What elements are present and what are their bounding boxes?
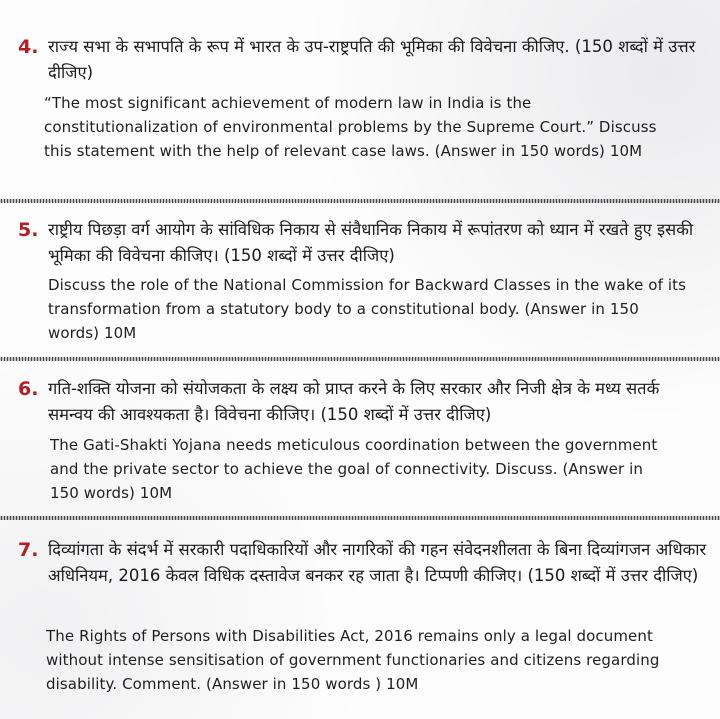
question-hindi-text: दिव्यांगता के संदर्भ में सरकारी पदाधिकारियों और नागरिकों की गहन संवेदनशीलता के बिना दिव्यांगजन अधिकार अधिनियम, 2016 केवल विधिक दस्तावेज बनकर रह जाता है। टिप्पणी कीजिए। (150 शब्दों में उत्तर दीजिए) bbox=[48, 540, 707, 585]
question-hindi-text: गति-शक्ति योजना को संयोजकता के लक्ष्य को प्राप्त करने के लिए सरकार और निजी क्षेत्र के मध्य सतर्क समन्वय की आवश्यकता है। विवेचना कीजिए। (150 शब्दों में उत्तर दीजिए) bbox=[48, 379, 660, 424]
question-english-text: The Rights of Persons with Disabilities Act, 2016 remains only a legal document without intense sensitisation of government functionaries and citizens regarding disability. Comment. (Answer in 150 words ) 10M bbox=[46, 627, 660, 693]
dotted-divider bbox=[0, 357, 720, 361]
question-number: 4. bbox=[18, 36, 39, 58]
question-english-text: Discuss the role of the National Commission for Backward Classes in the wake of its transformation from a statutory body to a constitutional body. (Answer in 150 words) 10M bbox=[48, 276, 686, 342]
question-number: 5. bbox=[18, 219, 39, 241]
question-hindi-text: राज्य सभा के सभापति के रूप में भारत के उप-राष्ट्रपति की भूमिका की विवेचना कीजिए. (150 शब्दों में उत्तर दीजिए) bbox=[48, 37, 696, 82]
question-number: 7. bbox=[18, 539, 39, 561]
question-english-text: “The most significant achievement of modern law in India is the constitutionalization of environmental problems by the Supreme Court.” Discuss this statement with the help of relevant case laws. (Answer in 150 words) 10M bbox=[44, 94, 657, 160]
question-hindi-text: राष्ट्रीय पिछड़ा वर्ग आयोग के सांविधिक निकाय से संवैधानिक निकाय में रूपांतरण को ध्यान में रखते हुए इसकी भूमिका की विवेचना कीजिए। (150 शब्दों में उत्तर दीजिए) bbox=[48, 220, 694, 265]
question-english-text: The Gati-Shakti Yojana needs meticulous coordination between the government and the private sector to achieve the goal of connectivity. Discuss. (Answer in 150 words) 10M bbox=[50, 436, 658, 502]
dotted-divider bbox=[0, 516, 720, 520]
question-number: 6. bbox=[18, 378, 39, 400]
dotted-divider bbox=[0, 199, 720, 203]
